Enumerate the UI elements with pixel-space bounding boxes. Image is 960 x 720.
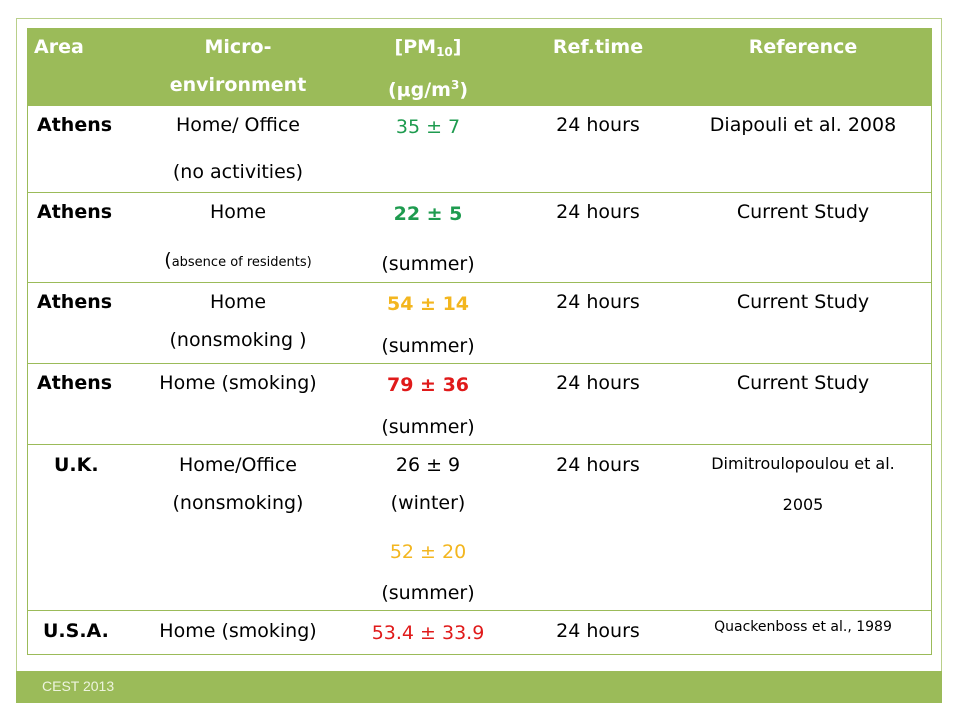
row6-reftime: 24 hours [556, 620, 640, 642]
row5-pm-summer-value: 52 ± 20 [389, 541, 467, 563]
row3-micro-line1: Home [209, 291, 267, 313]
header-area: Area [34, 36, 84, 58]
row1-reference: Diapouli et al. 2008 [709, 114, 897, 136]
row5-reference-line1: Dimitroulopoulou et al. [711, 454, 895, 473]
row5-reference-line2: 2005 [782, 495, 824, 514]
row1-pm-value: 35 ± 7 [395, 116, 461, 138]
row5-micro-line1: Home/Office [179, 454, 297, 476]
row1-reftime: 24 hours [556, 114, 640, 136]
footer-bar [16, 671, 942, 703]
header-micro-line1: Micro- [204, 36, 272, 58]
row1-area: Athens [37, 114, 113, 136]
row4-pm-season: (summer) [381, 416, 475, 438]
row5-pm-winter-value: 26 ± 9 [395, 454, 461, 476]
row3-pm-season: (summer) [381, 335, 475, 357]
row2-micro-line1: Home [209, 201, 267, 223]
row2-micro-line2: (absence of residents) [164, 249, 312, 271]
row1-micro-line1: Home/ Office [175, 114, 300, 136]
row6-pm-value: 53.4 ± 33.9 [371, 622, 485, 644]
row3-pm-value: 54 ± 14 [386, 293, 470, 315]
footer-text: CEST 2013 [42, 678, 115, 694]
row2-area: Athens [37, 201, 113, 223]
row4-pm-value: 79 ± 36 [386, 374, 470, 396]
header-reftime: Ref.time [552, 36, 644, 58]
row6-micro: Home (smoking) [159, 620, 317, 642]
header-micro-line2: environment [169, 74, 307, 96]
row1-micro-line2: (no activities) [172, 161, 304, 183]
row5-pm-winter-label: (winter) [390, 492, 466, 514]
row3-reftime: 24 hours [556, 291, 640, 313]
row5-micro-line2: (nonsmoking) [172, 492, 304, 514]
row5-pm-summer-label: (summer) [381, 582, 475, 604]
table-header [28, 29, 931, 106]
row3-area: Athens [37, 291, 113, 313]
header-unit: $(\mu g/m^3)$ [387, 78, 469, 101]
header-pm10: $[PM_{10}]$ [394, 36, 462, 59]
row-divider [28, 363, 931, 364]
row4-micro: Home (smoking) [159, 372, 317, 394]
row4-reftime: 24 hours [556, 372, 640, 394]
row6-reference: Quackenboss et al., 1989 [714, 619, 892, 635]
row3-micro-line2: (nonsmoking ) [169, 329, 307, 351]
row2-pm-season: (summer) [381, 253, 475, 275]
row2-reftime: 24 hours [556, 201, 640, 223]
row-divider [28, 192, 931, 193]
row2-pm-value: 22 ± 5 [393, 203, 463, 225]
row5-area: U.K. [54, 454, 99, 476]
pm10-table [27, 28, 932, 655]
row4-reference: Current Study [736, 372, 870, 394]
row-divider [28, 282, 931, 283]
row6-area: U.S.A. [43, 620, 109, 642]
row3-reference: Current Study [736, 291, 870, 313]
header-reference: Reference [748, 36, 858, 58]
row5-reftime: 24 hours [556, 454, 640, 476]
row4-area: Athens [37, 372, 113, 394]
row2-reference: Current Study [736, 201, 870, 223]
